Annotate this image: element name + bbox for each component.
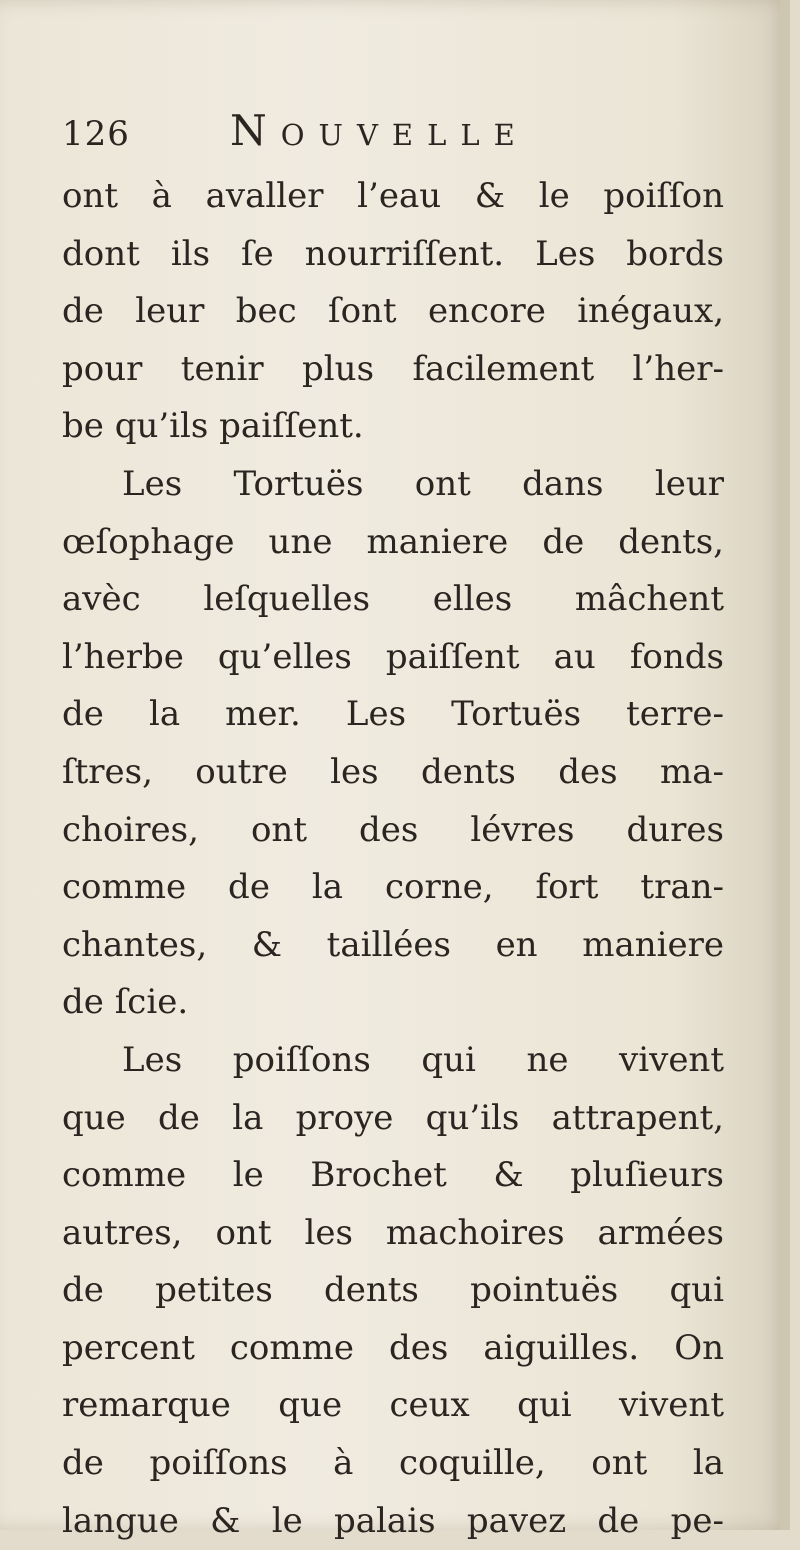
text-line: de poiſſons à coquille, ont la bbox=[62, 1443, 724, 1484]
text-line: chantes, & taillées en maniere bbox=[62, 924, 724, 965]
text-line: l’herbe qu’elles paiſſent au fonds bbox=[62, 636, 724, 677]
page-header bbox=[62, 100, 742, 160]
text-line: que de la proye qu’ils attrapent, bbox=[62, 1097, 724, 1138]
text-line: de leur bec ſont encore inégaux, bbox=[62, 291, 724, 332]
text-line: avèc leſquelles elles mâchent bbox=[62, 579, 724, 620]
text-line: comme de la corne, fort tran- bbox=[62, 867, 724, 908]
text-line: ſtres, outre les dents des ma- bbox=[62, 751, 724, 792]
text-line: Les poiſſons qui ne vivent bbox=[122, 1039, 724, 1080]
text-line: œſophage une maniere de dents, bbox=[62, 521, 724, 562]
text-line: dont ils ſe nourriſſent. Les bords bbox=[62, 233, 724, 274]
running-title: Nouvelle bbox=[230, 106, 529, 155]
text-line: be qu’ils paiſſent. bbox=[62, 406, 364, 447]
text-line: de ſcie. bbox=[62, 982, 189, 1023]
page-edge-shadow bbox=[780, 0, 790, 1530]
text-line: langue & le palais pavez de pe- bbox=[62, 1500, 724, 1541]
text-line: de petites dents pointuës qui bbox=[62, 1270, 724, 1311]
body-text bbox=[62, 168, 724, 1550]
text-line: Les Tortuës ont dans leur bbox=[122, 463, 724, 504]
text-line: choires, ont des lévres dures bbox=[62, 809, 724, 850]
text-line: ont à avaller l’eau & le poiſſon bbox=[62, 176, 724, 216]
text-line: percent comme des aiguilles. On bbox=[62, 1327, 724, 1368]
text-line: remarque que ceux qui vivent bbox=[62, 1385, 724, 1426]
text-line: pour tenir plus facilement l’her- bbox=[62, 348, 724, 389]
text-line: de la mer. Les Tortuës terre- bbox=[62, 694, 724, 735]
page-number: 126 bbox=[62, 114, 130, 154]
text-line: autres, ont les machoires armées bbox=[62, 1212, 724, 1253]
text-line: comme le Brochet & pluſieurs bbox=[62, 1155, 724, 1196]
